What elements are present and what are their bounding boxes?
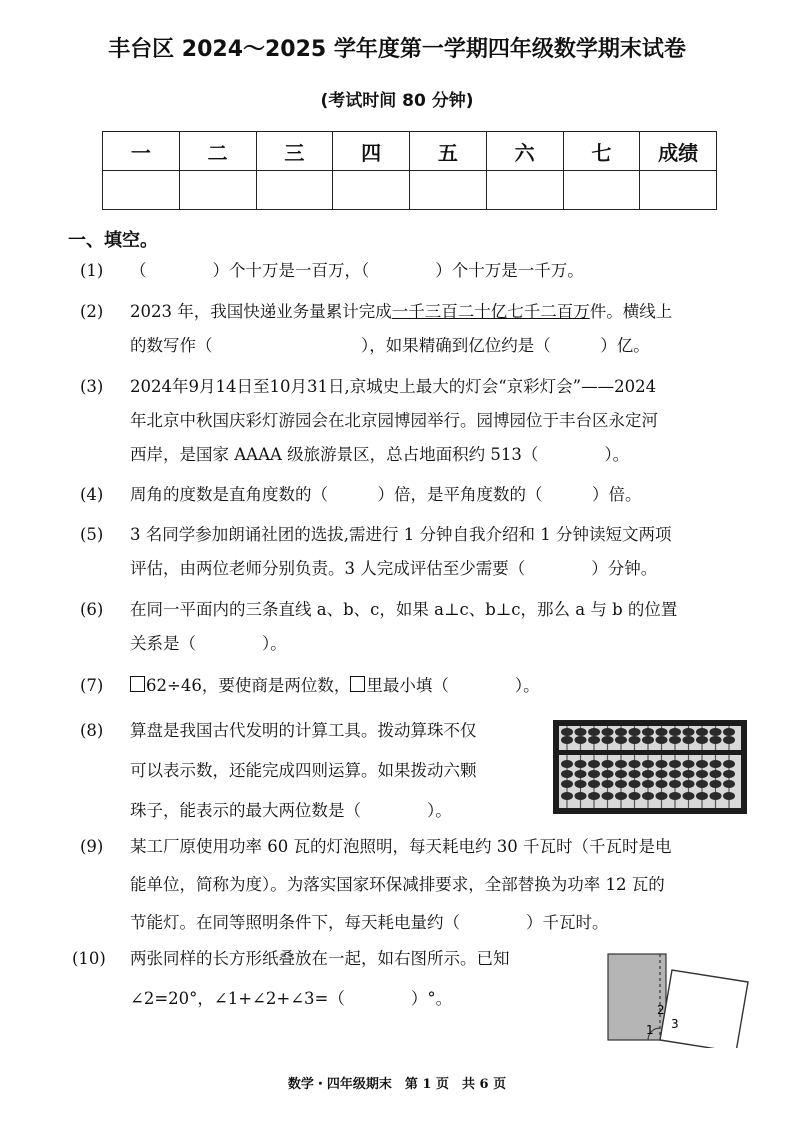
abacus-bead [683,780,695,788]
score-table-blank-row [103,171,717,210]
question-number: (1) [80,261,104,280]
abacus-bead [615,780,627,788]
question-body [130,370,658,472]
abacus-bead [710,770,722,778]
abacus-bead [642,760,654,768]
abacus-bead [683,728,695,736]
score-header-cell: 成绩 [640,132,717,171]
exam-title: 丰台区 2024～2025 学年度第一学期四年级数学期末试卷 [108,37,686,62]
score-cell[interactable] [410,171,487,210]
abacus-bead [683,736,695,744]
abacus-bead [642,736,654,744]
abacus-bead [575,760,587,768]
score-header-cell: 一 [103,132,180,171]
abacus-bead [683,792,695,800]
abacus-bead [575,770,587,778]
question-text: 节能灯。在同等照明条件下，每天耗电量约（ ）千瓦时。 [130,913,609,932]
abacus-bead [561,760,573,768]
question-text-part: 62÷46，要使商是两位数， [146,676,351,695]
question-number: (5) [80,525,104,544]
abacus-bead [615,760,627,768]
question-text: 算盘是我国古代发明的计算工具。拨动算珠不仅 [130,721,477,740]
abacus-bead [696,792,708,800]
abacus-bead [656,736,668,744]
score-header-cell: 三 [256,132,333,171]
score-header-cell: 四 [333,132,410,171]
question-text: 两张同样的长方形纸叠放在一起，如右图所示。已知 [130,949,510,968]
abacus-bead [629,736,641,744]
question-text: 周角的度数是直角度数的（ ）倍，是平角度数的（ ）倍。 [130,485,642,504]
abacus-bead [561,792,573,800]
abacus-bead [588,760,600,768]
question-text: 的数写作（ ），如果精确到亿位约是（ ）亿。 [130,336,650,355]
score-cell[interactable] [486,171,563,210]
section-title: 一、填空。 [68,230,158,251]
abacus-bead [710,792,722,800]
abacus-bead [723,728,735,736]
score-cell[interactable] [640,171,717,210]
folded-rectangles-figure [600,948,760,1048]
abacus-bead [561,780,573,788]
question-text-part: 件。横线上 [589,302,673,321]
question-text: 西岸，是国家 AAAA 级旅游景区，总占地面积约 513（ ）。 [130,445,630,464]
question-number: (7) [80,676,104,695]
abacus-bead [656,760,668,768]
abacus-bead [615,736,627,744]
abacus-bead [710,760,722,768]
angle-2-label: 2 [657,1003,665,1017]
exam-duration: (考试时间 80 分钟) [320,91,474,111]
question-number: (8) [80,721,104,740]
score-cell[interactable] [179,171,256,210]
score-header-cell: 七 [563,132,640,171]
question-body [130,254,584,288]
question-text: 3 名同学参加朗诵社团的选拔,需进行 1 分钟自我介绍和 1 分钟读短文两项 [130,525,672,544]
question-number: (3) [80,377,104,396]
abacus-bead [615,728,627,736]
abacus-bead [683,760,695,768]
abacus-bead [642,792,654,800]
abacus-bead [602,728,614,736]
question-number: (9) [80,837,104,856]
underlined-number-text: 一千三百二十亿七千二百万 [391,302,590,321]
abacus-bead [629,770,641,778]
abacus-bead [710,736,722,744]
abacus-bead [723,780,735,788]
abacus-bead [575,728,587,736]
abacus-bead [696,728,708,736]
abacus-bead [656,728,668,736]
abacus-bead [669,770,681,778]
abacus-bead [575,780,587,788]
question-text: 评估，由两位老师分别负责。3 人完成评估至少需要（ ）分钟。 [130,559,658,578]
question-number: (6) [80,600,104,619]
question-body [130,714,477,828]
angle-3-label: 3 [671,1017,679,1031]
abacus-bead [669,792,681,800]
question-text-part: 2023 年，我国快递业务量累计完成 [130,302,392,321]
abacus-bead [642,728,654,736]
question-text: 年北京中秋国庆彩灯游园会在北京园博园举行。园博园位于丰台区永定河 [130,411,658,430]
question-number: (4) [80,485,104,504]
abacus-bead [642,770,654,778]
abacus-bead [696,736,708,744]
abacus-bead [602,760,614,768]
question-text [130,669,540,703]
question-body [130,669,540,703]
question-body [130,295,672,363]
question-number: (10) [72,949,106,968]
abacus-bead [723,770,735,778]
angle-1-label: 1 [646,1023,654,1037]
abacus-bead [723,760,735,768]
abacus-bead [575,736,587,744]
question-text [130,295,672,329]
abacus-bead [615,770,627,778]
abacus-bead [602,770,614,778]
abacus-bead [656,770,668,778]
abacus-bead [561,728,573,736]
score-header-cell: 五 [410,132,487,171]
abacus-bead [656,780,668,788]
abacus-bead [710,780,722,788]
score-header-cell: 二 [179,132,256,171]
question-text: 在同一平面内的三条直线 a、b、c，如果 a⊥c、b⊥c，那么 a 与 b 的位置 [130,600,678,619]
abacus-bead [696,760,708,768]
score-header-cell: 六 [486,132,563,171]
abacus-bead [669,760,681,768]
question-text: 可以表示数，还能完成四则运算。如果拨动六颗 [130,761,477,780]
abacus-bead [588,780,600,788]
blank-square-icon [130,676,145,692]
page-footer: 数学・四年级期末 第 1 页 共 6 页 [287,1077,507,1092]
abacus-bead [710,728,722,736]
abacus-bead [629,792,641,800]
question-text: （ ）个十万是一百万，（ ）个十万是一千万。 [130,261,584,280]
question-body [130,518,671,586]
abacus-bead [588,736,600,744]
blank-square-icon [350,676,365,692]
score-cell[interactable] [103,171,180,210]
abacus-bead [615,792,627,800]
abacus-bead [696,770,708,778]
question-text: 关系是（ ）。 [130,634,287,653]
abacus-image [553,720,747,814]
abacus-bead [656,792,668,800]
question-text: 能单位，简称为度）。为落实国家环保减排要求，全部替换为功率 12 瓦的 [130,875,665,894]
abacus-bead [629,780,641,788]
score-table-header-row [103,132,717,171]
question-text-part: 里最小填（ ）。 [366,676,540,695]
abacus-bead [669,728,681,736]
abacus-bead [588,728,600,736]
score-cell[interactable] [563,171,640,210]
score-table [102,131,717,210]
abacus-bead [588,770,600,778]
abacus-bead [602,792,614,800]
question-text: 珠子，能表示的最大两位数是（ ）。 [130,801,452,820]
question-text: ∠2=20°，∠1+∠2+∠3=（ ）°。 [130,989,453,1008]
abacus-bead [561,770,573,778]
question-text: 2024年9月14日至10月31日,京城史上最大的灯会“京彩灯会”——2024 [130,377,657,396]
abacus-bead [669,736,681,744]
abacus-bead [723,736,735,744]
abacus-bead [723,792,735,800]
score-cell[interactable] [256,171,333,210]
score-cell[interactable] [333,171,410,210]
abacus-bead [696,780,708,788]
abacus-bead [588,792,600,800]
abacus-bead [602,780,614,788]
question-text: 某工厂原使用功率 60 瓦的灯泡照明，每天耗电约 30 千瓦时（千瓦时是电 [130,837,672,856]
abacus-bead [629,760,641,768]
abacus-bead [561,736,573,744]
abacus-bead [642,780,654,788]
abacus-bead [575,792,587,800]
question-body [130,942,510,1016]
abacus-bead [683,770,695,778]
question-body [130,478,642,512]
question-body [130,830,671,940]
abacus-bead [669,780,681,788]
question-number: (2) [80,302,104,321]
question-body [130,593,677,661]
abacus-bead [602,736,614,744]
abacus-bead [629,728,641,736]
